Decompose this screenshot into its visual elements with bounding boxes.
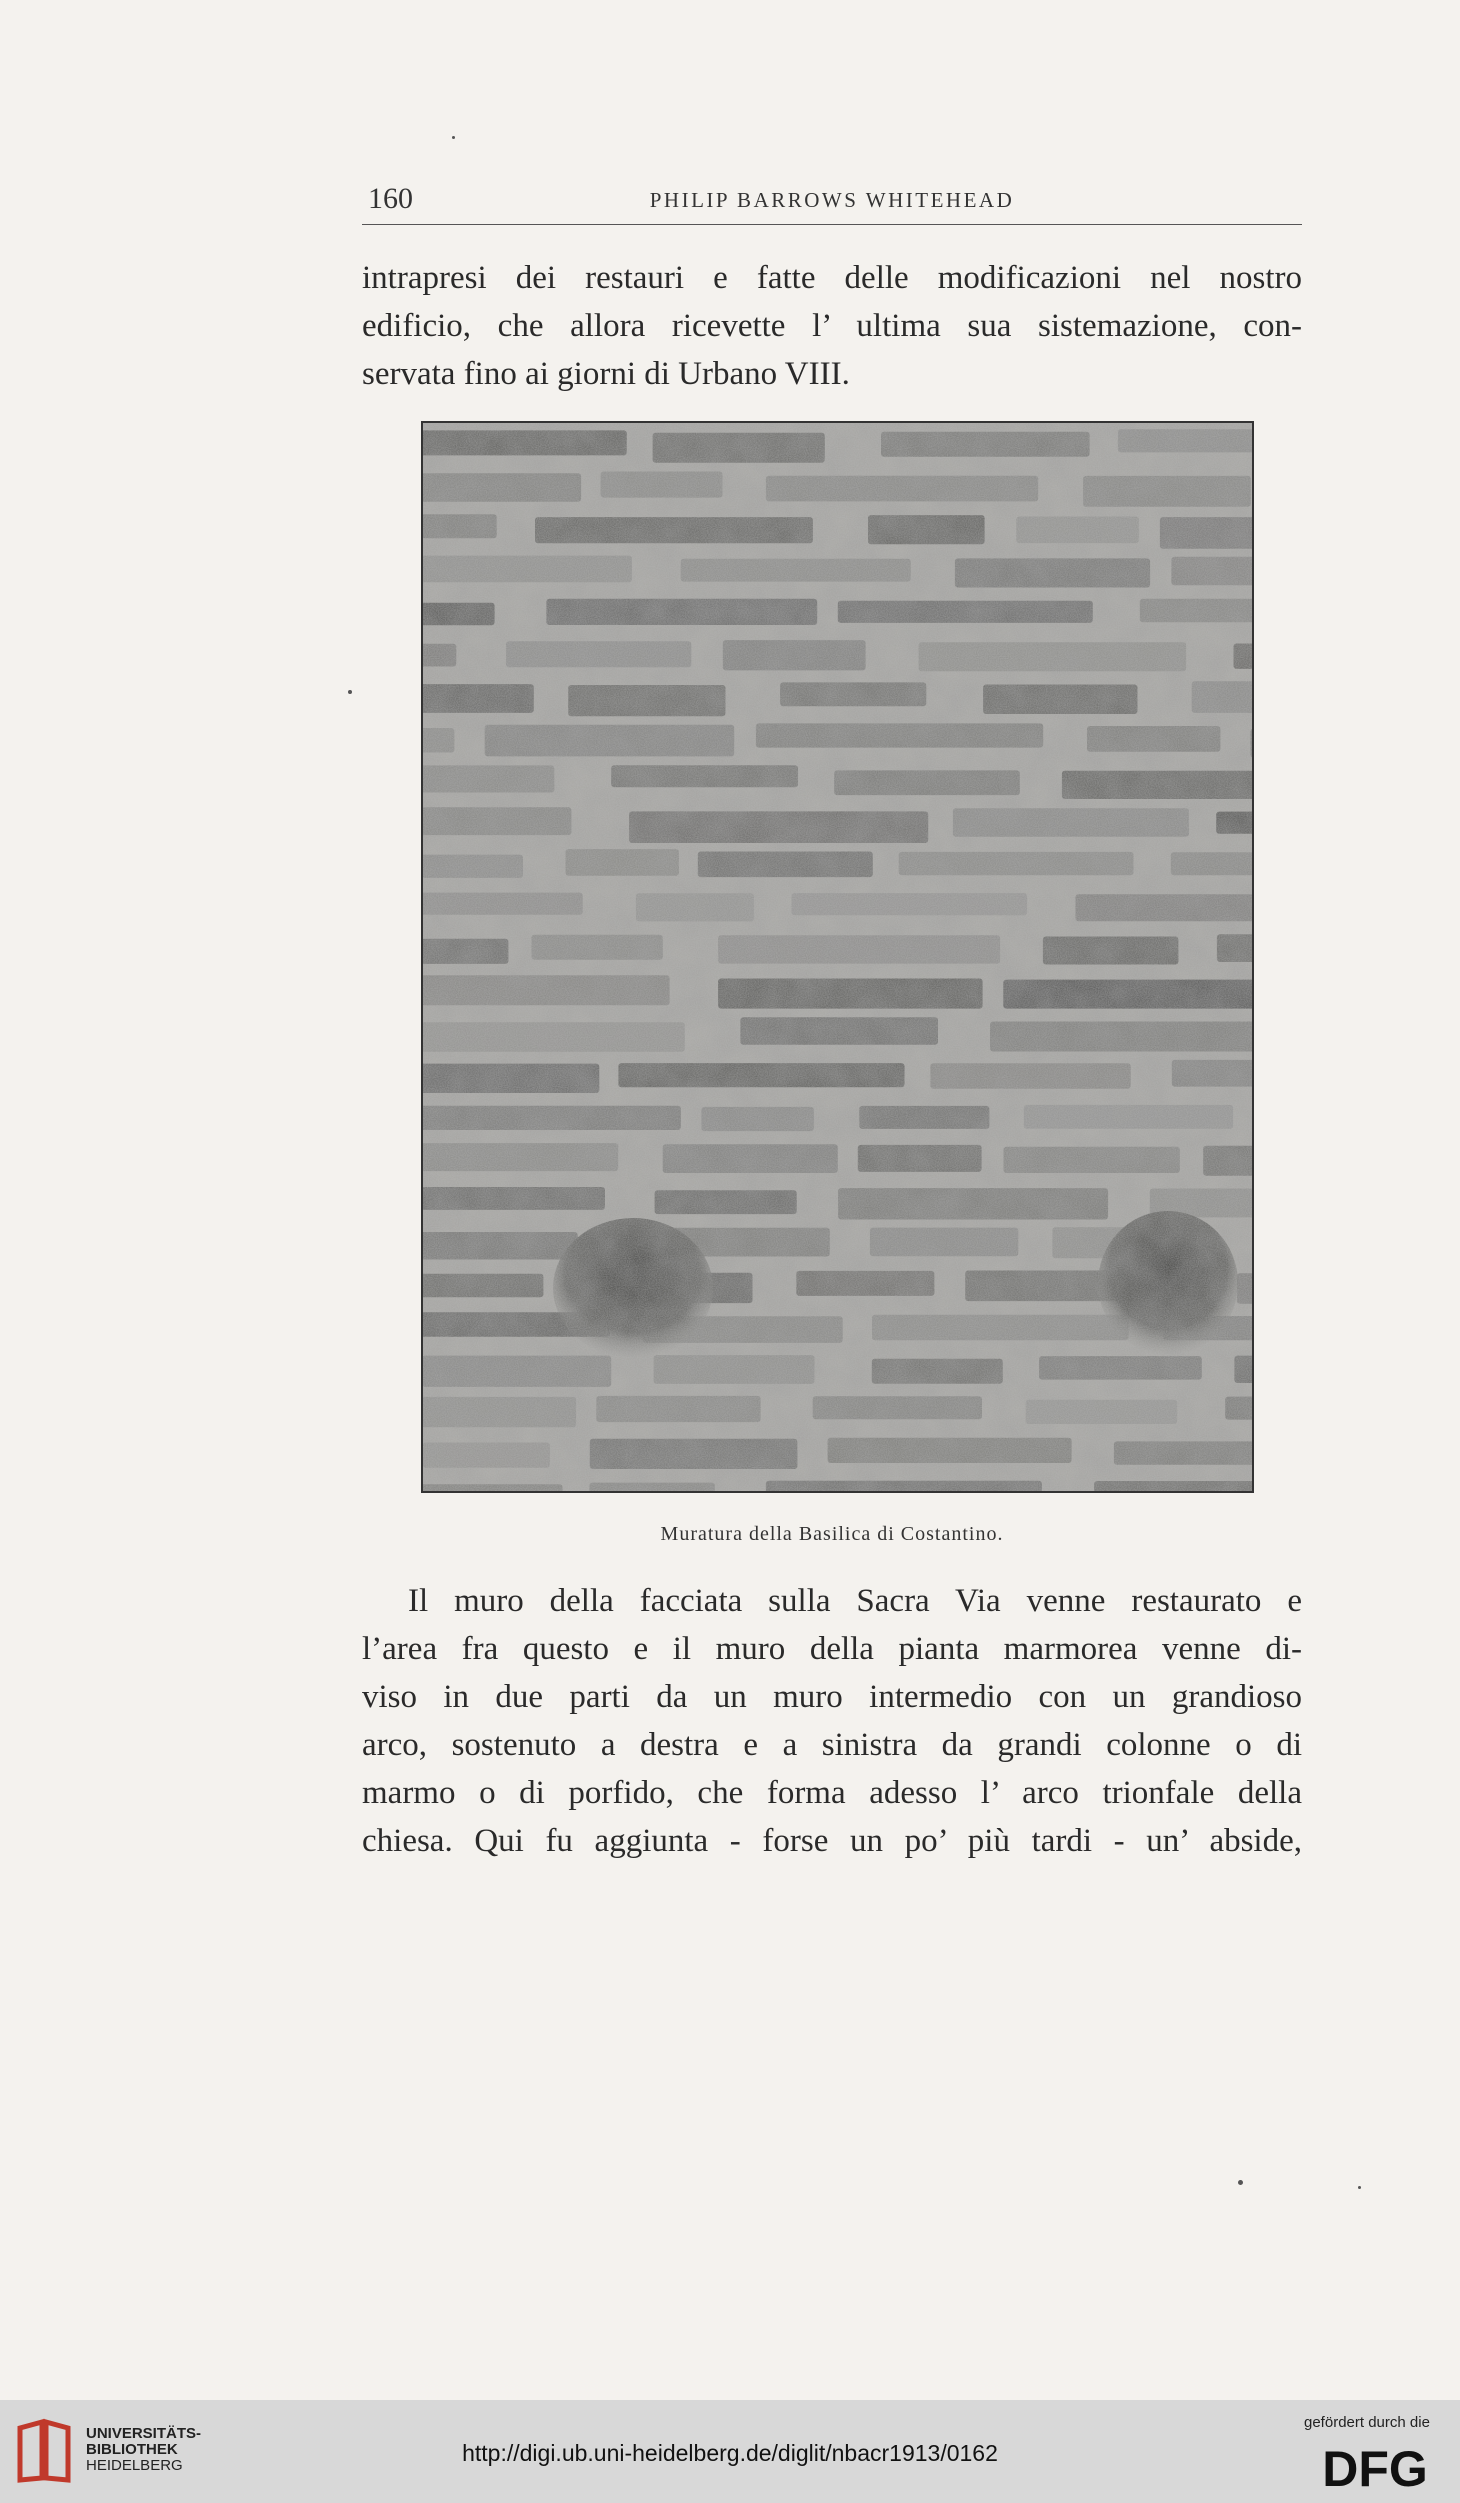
paragraph-2 xyxy=(362,1577,1302,1865)
paper-speck xyxy=(1238,2180,1243,2185)
text-line: l’area fra questo e il muro della pianta marmorea venne di- xyxy=(362,1631,1302,1667)
text-line: intrapresi dei restauri e fatte delle modificazioni nel nostro xyxy=(362,260,1302,296)
running-title: PHILIP BARROWS WHITEHEAD xyxy=(649,188,1015,212)
brick-wall-image xyxy=(423,423,1252,1491)
text-line: marmo o di porfido, che forma adesso l’ arco trionfale della xyxy=(362,1775,1302,1811)
figure-caption: Muratura della Basilica di Costantino. xyxy=(660,1523,1004,1545)
paragraph-1 xyxy=(362,254,1302,398)
text-line: edificio, che allora ricevette l’ ultima sua sistemazione, con- xyxy=(362,308,1302,344)
masonry-photograph xyxy=(421,421,1254,1493)
library-name-line: UNIVERSITÄTS- xyxy=(86,2425,202,2442)
paper-speck xyxy=(452,136,455,139)
running-head xyxy=(362,178,1302,225)
paper-speck xyxy=(1358,2186,1361,2189)
funding-label: gefördert durch die xyxy=(1304,2414,1430,2431)
dfg-logo-icon xyxy=(1300,2442,1450,2492)
text-line: viso in due parti da un muro intermedio con un grandioso xyxy=(362,1679,1302,1715)
text-line: servata fino ai giorni di Urbano VIII. xyxy=(362,356,850,392)
text-line: Il muro della facciata sulla Sacra Via venne restaurato e xyxy=(408,1583,1302,1619)
library-name-line: BIBLIOTHEK xyxy=(86,2441,178,2458)
page-number: 160 xyxy=(368,182,413,215)
library-name-line: HEIDELBERG xyxy=(86,2457,183,2474)
text-line: chiesa. Qui fu aggiunta - forse un po’ più tardi - un’ abside, xyxy=(362,1823,1302,1859)
paper-speck xyxy=(348,690,352,694)
permalink-url[interactable]: http://digi.ub.uni-heidelberg.de/diglit/nbacr1913/0162 xyxy=(462,2440,998,2466)
text-line: arco, sostenuto a destra e a sinistra da grandi colonne o di xyxy=(362,1727,1302,1763)
dfg-logo-text: DFG xyxy=(1322,2442,1428,2492)
